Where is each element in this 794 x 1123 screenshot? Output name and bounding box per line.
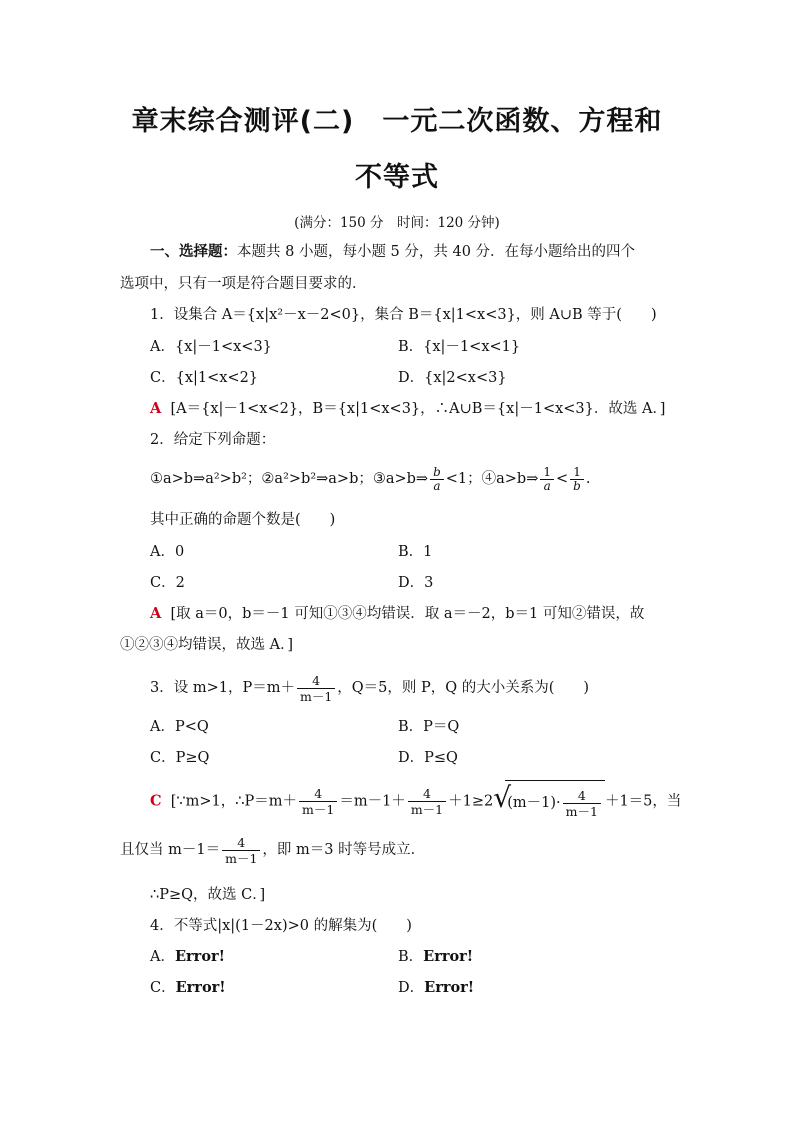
frac-denominator: a: [543, 478, 551, 493]
option-value: Error!: [423, 948, 474, 965]
q3-answer-line-2: [120, 830, 425, 870]
frac-denominator: b: [573, 478, 581, 493]
q2-frac-1-over-a: [540, 466, 554, 493]
frac-denominator: m－1: [225, 850, 258, 866]
q3-answer: [150, 780, 681, 823]
q4-option-c: [150, 978, 226, 998]
q1-answer-text: [A＝{x|－1<x<2}，B＝{x|1<x<3}，∴A∪B＝{x|－1<x<3}．故选 A．]: [170, 401, 666, 417]
q2-option-c: C．2: [150, 575, 185, 591]
q3-frac-4-over-m-1: [297, 673, 335, 704]
q3-sol-line2-part-1: 且仅当 m－1＝: [120, 842, 221, 858]
q2-frac-b-over-a: [430, 466, 444, 493]
q3-sol-part-4: ＋1＝5，当: [604, 793, 682, 810]
section-heading-label: 一、选择题：: [150, 243, 237, 260]
option-label: C．: [150, 980, 176, 996]
q1-option-b: B．{x|－1<x<1}: [398, 339, 521, 355]
sqrt-inner-text: (m－1)·: [507, 795, 561, 811]
q2-answer: [150, 604, 644, 624]
page-title-continued: 不等式: [355, 162, 439, 193]
q2-propositions: [150, 462, 590, 496]
radical-sign-icon: √: [493, 781, 512, 814]
frac-denominator: m－1: [302, 802, 335, 817]
q2-answer-text: [取 a＝0，b＝－1 可知①③④均错误．取 a＝－2，b＝1 可知②错误，故: [170, 606, 645, 622]
q2-option-b: B．1: [398, 544, 433, 560]
frac-denominator: m－1: [410, 802, 444, 817]
frac-numerator: 4: [222, 835, 260, 851]
q4-option-d: [398, 978, 474, 998]
q3-option-a: A．P<Q: [150, 719, 209, 735]
exam-info: (满分：150 分 时间：120 分钟): [294, 215, 500, 231]
sqrt-expression: [493, 780, 605, 823]
q1-option-c: C．{x|1<x<2}: [150, 370, 259, 386]
q3-option-b: B．P＝Q: [398, 719, 460, 735]
q4-stem: 4．不等式|x|(1－2x)>0 的解集为( ): [150, 918, 412, 934]
q2-stem: 2．给定下列命题：: [150, 432, 276, 448]
q3-option-d: D．P≤Q: [398, 750, 458, 766]
option-label: D．: [398, 980, 425, 996]
section-heading-text: 本题共 8 小题，每小题 5 分，共 40 分．在每小题给出的四个: [237, 244, 636, 260]
q3-sol-line2-frac: [222, 835, 260, 866]
option-label: A．: [150, 949, 175, 965]
sqrt-inner-frac: [563, 788, 601, 819]
frac-numerator: b: [430, 466, 444, 480]
frac-numerator: 4: [297, 673, 335, 689]
period: .: [585, 471, 591, 487]
q4-option-b: [398, 947, 473, 967]
frac-numerator: 4: [408, 786, 446, 802]
q3-sol-line2-part-2: ，即 m＝3 时等号成立．: [262, 842, 426, 858]
section-heading: [150, 242, 635, 262]
q4-option-a: [150, 947, 225, 967]
q1-answer-letter: A: [150, 400, 162, 417]
q3-sol-part-3: ＋1≥2: [448, 793, 494, 810]
q2-answer-letter: A: [150, 605, 162, 622]
frac-numerator: 4: [299, 786, 337, 802]
option-label: B．: [398, 949, 424, 965]
frac-denominator: m－1: [299, 688, 333, 704]
frac-numerator: 1: [540, 466, 554, 480]
q3-sol-part-2: ＝m－1＋: [339, 793, 406, 810]
q3-stem-part-2: ，Q＝5，则 P，Q 的大小关系为( ): [337, 680, 590, 696]
frac-denominator: a: [433, 478, 441, 493]
q1-option-d: D．{x|2<x<3}: [398, 370, 507, 386]
page-title: 章末综合测评(二) 一元二次函数、方程和: [131, 106, 663, 137]
q2-option-d: D．3: [398, 575, 434, 591]
section-heading-text-2: 选项中，只有一项是符合题目要求的．: [120, 276, 367, 292]
frac-numerator: 1: [570, 466, 584, 480]
q3-answer-line-3: ∴P≥Q，故选 C．]: [150, 887, 266, 903]
q2-props-part-2: <1；④a>b⇒: [445, 471, 539, 487]
q2-answer-text-2: ①②③④均错误，故选 A．]: [120, 637, 293, 653]
q1-answer: [150, 399, 665, 419]
option-value: Error!: [175, 979, 226, 996]
q3-option-c: C．P≥Q: [150, 750, 210, 766]
option-value: Error!: [424, 979, 475, 996]
q1-option-a: A．{x|－1<x<3}: [150, 339, 272, 355]
q3-answer-letter: C: [150, 792, 162, 810]
q3-sol-part-1: [∵m>1，∴P＝m＋: [170, 793, 298, 810]
frac-numerator: 4: [563, 788, 601, 804]
q3-sol-frac-1: [299, 786, 337, 817]
q2-option-a: A．0: [150, 544, 185, 560]
q2-ask: 其中正确的命题个数是( ): [150, 512, 336, 528]
less-than-sign: <: [556, 471, 569, 487]
sqrt-radicand: [505, 780, 605, 823]
q3-sol-frac-2: [408, 786, 446, 817]
option-value: Error!: [174, 948, 225, 965]
q2-props-part-1: ①a>b⇒a²>b²；②a²>b²⇒a>b；③a>b⇒: [150, 471, 429, 487]
q3-stem-part-1: 3．设 m>1，P＝m＋: [150, 680, 295, 696]
q2-frac-1-over-b: [570, 466, 584, 493]
q3-stem: [150, 668, 589, 708]
frac-denominator: m－1: [565, 803, 598, 819]
q1-stem: 1．设集合 A＝{x|x²－x－2<0}，集合 B＝{x|1<x<3}，则 A∪B 等于( ): [150, 307, 657, 323]
